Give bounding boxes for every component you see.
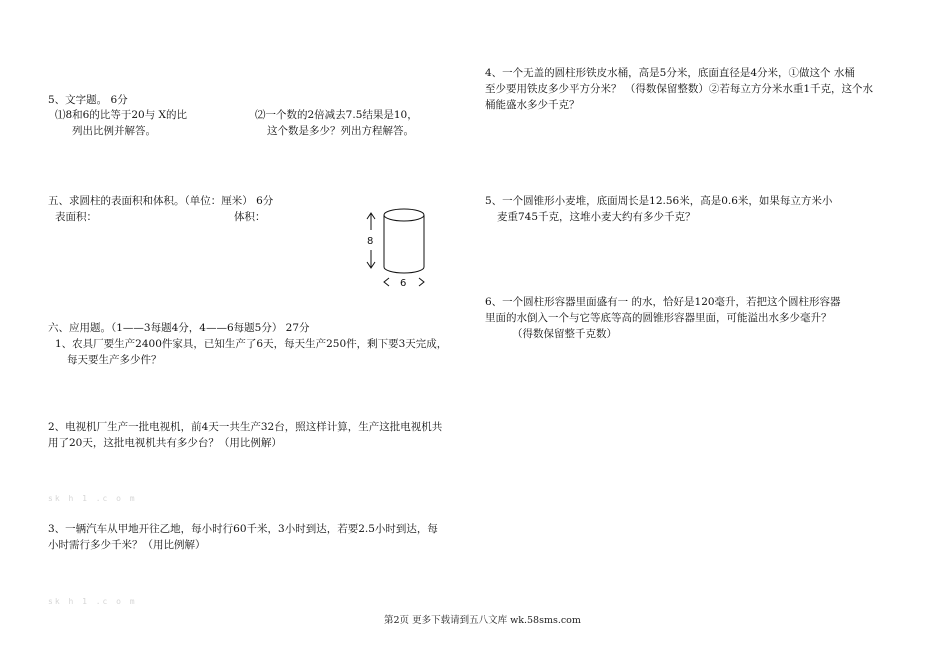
cylinder-diameter-label: 6 [400, 278, 407, 289]
section-5-q1-line2: 列出比例并解答。 [72, 125, 156, 137]
section-5-title: 5、文字题。 6分 [48, 94, 128, 106]
question-2-line1: 2、电视机厂生产一批电视机，前4天一共生产32台，照这样计算，生产这批电视机共 [48, 421, 443, 433]
watermark: sk h 1 .c o m [48, 597, 137, 606]
section-5-q1-line1: ⑴8和6的比等于20与 X的比 [55, 109, 188, 121]
question-6-line3: （得数保留整千克数） [512, 328, 617, 340]
question-5-line1: 5、一个圆锥形小麦堆，底面周长是12.56米，高是0.6米，如果每立方米小 [485, 195, 833, 207]
page-footer: 第2页 更多下载请到五八文库 wk.58sms.com [384, 615, 581, 626]
cylinder-shape [384, 209, 424, 273]
question-3-line2: 小时需行多少千米？（用比例解） [48, 539, 206, 551]
section-5-q2-line2: 这个数是多少？列出方程解答。 [267, 125, 414, 137]
section-5-q2-line1: ⑵一个数的2倍减去7.5结果是10， [255, 109, 418, 121]
question-2-line2: 用了20天，这批电视机共有多少台？（用比例解） [48, 437, 282, 449]
surface-area-label: 表面积： [55, 211, 97, 223]
question-6-line1: 6、一个圆柱形容器里面盛有一 的水，恰好是120毫升，若把这个圆柱形容器 [485, 296, 841, 308]
question-4-line1: 4、一个无盖的圆柱形铁皮水桶，高是5分米，底面直径是4分米，①做这个 水桶 [485, 67, 855, 79]
question-1-line1: 1、农具厂要生产2400件家具，已知生产了6天，每天生产250件，剩下要3天完成， [55, 338, 448, 350]
watermark: sk h 1 .c o m [48, 494, 137, 503]
section-cylinder-title: 五、求圆柱的表面积和体积。（单位：厘米） 6分 [48, 195, 274, 207]
cylinder-figure [360, 200, 450, 294]
question-4-line2: 至少要用铁皮多少平方分米？ （得数保留整数）②若每立方分米水重1千克，这个水 [485, 83, 874, 95]
question-3-line1: 3、一辆汽车从甲地开往乙地，每小时行60千米，3小时到达，若要2.5小时到达，每 [48, 523, 438, 535]
section-6-title: 六、应用题。（1——3每题4分，4——6每题5分） 27分 [48, 322, 310, 334]
question-5-line2: 麦重745千克，这堆小麦大约有多少千克？ [497, 211, 696, 223]
question-1-line2: 每天要生产多少件？ [67, 354, 162, 366]
volume-label: 体积： [234, 211, 266, 223]
cylinder-height-label: 8 [367, 236, 374, 247]
question-6-line2: 里面的水倒入一个与它等底等高的圆锥形容器里面，可能溢出水多少毫升？ [485, 312, 832, 324]
question-4-line3: 桶能盛水多少千克？ [485, 99, 580, 111]
